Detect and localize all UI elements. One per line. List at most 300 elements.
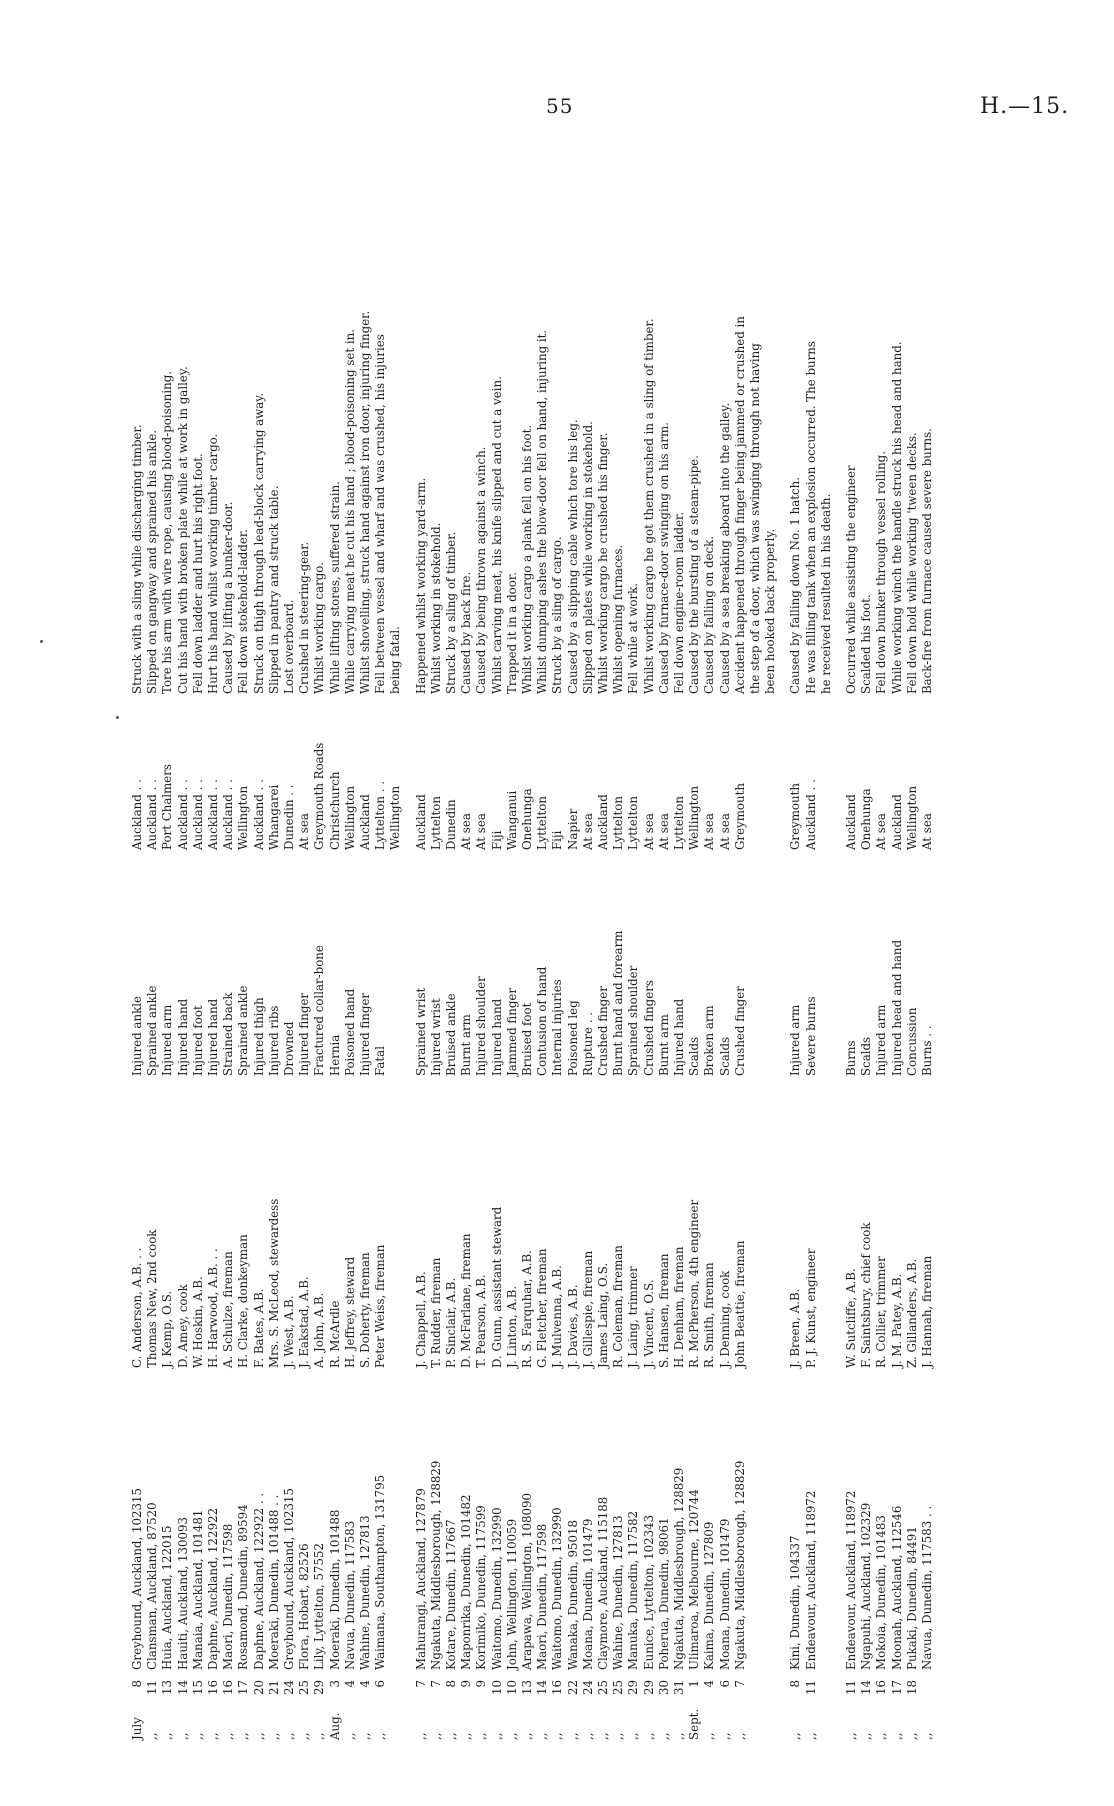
row-injury: Hernia <box>327 1034 342 1076</box>
row-name-rating: J. Kemp, O.S. <box>160 1290 175 1368</box>
table-row <box>360 80 374 1740</box>
row-cause: Caused by falling on deck. <box>702 535 717 694</box>
row-day: 6 <box>717 1680 732 1688</box>
row-month: ,, <box>489 1732 504 1740</box>
row-cause: Whilst working in stokehold. <box>428 522 443 694</box>
row-vessel: Rosamond, Dunedin, 89594 <box>236 1504 251 1670</box>
row-port: At sea <box>580 813 595 850</box>
table-row <box>674 80 688 1740</box>
row-cause: Caused by falling down No. 1 hatch. <box>788 477 803 694</box>
row-vessel: Huia, Auckland, 122015 <box>160 1525 175 1670</box>
row-port: At sea <box>459 813 474 850</box>
row-day: 10 <box>489 1680 504 1696</box>
row-vessel: Ngakuta, Middlesborough, 128829 <box>428 1460 443 1670</box>
row-day: 3 <box>327 1680 342 1688</box>
row-vessel: Navua, Dunedin, 117583 . . <box>920 1505 934 1670</box>
table-row <box>641 80 658 1740</box>
row-name-rating: R. Coleman, fireman <box>611 1245 626 1368</box>
row-vessel: Moonah, Auckland, 112546 <box>889 1505 904 1670</box>
table-row <box>765 80 779 1740</box>
row-day: 10 <box>504 1680 519 1696</box>
row-vessel: Waitomo, Dunedin, 132990 <box>489 1507 504 1670</box>
row-injury: Crushed finger <box>596 986 610 1076</box>
row-day: 18 <box>904 1680 919 1696</box>
row-port: Greymouth <box>788 783 803 850</box>
row-vessel: Mokoia, Dunedin, 101483 <box>874 1515 889 1670</box>
row-injury: Injured thigh <box>251 997 266 1076</box>
row-port: Onehunga <box>859 788 874 850</box>
table-row <box>238 80 252 1740</box>
row-injury: Crushed fingers <box>641 980 656 1076</box>
table-row <box>598 80 612 1740</box>
row-injury: Bruised foot <box>520 1002 534 1076</box>
row-vessel: Arapawa, Wellington, 108090 <box>520 1493 534 1670</box>
table-row <box>504 80 521 1740</box>
row-cause: Fell while at work. <box>626 582 641 694</box>
row-month: ,, <box>221 1732 236 1740</box>
row-injury: Poisoned leg <box>565 1000 580 1076</box>
table-row <box>580 80 597 1740</box>
row-vessel: Mahurangi, Auckland, 127879 <box>413 1488 428 1670</box>
row-name-rating: J. Davies, A.B. <box>565 1284 580 1368</box>
row-injury: Sprained wrist <box>413 987 428 1076</box>
row-cause: been hooked back properly. <box>763 528 778 694</box>
row-injury: Injured wrist <box>428 998 443 1076</box>
row-vessel: Greyhound, Auckland, 102315 <box>282 1487 296 1670</box>
row-name-rating: A. Schulze, fireman <box>221 1251 236 1368</box>
row-vessel: Pukaki, Dunedin, 84491 <box>904 1526 919 1670</box>
row-name-rating: J. Breen, A.B. <box>788 1288 803 1368</box>
table-row <box>922 80 936 1740</box>
row-vessel: Flora, Hobart, 82526 <box>297 1543 312 1670</box>
table-row <box>461 80 475 1740</box>
row-cause: Scalded his foot. <box>859 594 874 694</box>
row-name-rating: J. Mulvenna, A.B. <box>550 1265 565 1368</box>
row-port: Auckland . . <box>221 779 236 850</box>
row-month: ,, <box>373 1732 388 1740</box>
table-row <box>284 80 298 1740</box>
row-cause: Crushed in steering-gear. <box>297 541 312 694</box>
row-month: ,, <box>145 1732 160 1740</box>
row-vessel: Ngapuhi, Auckland, 102329 <box>859 1502 874 1670</box>
row-day: 25 <box>611 1680 626 1696</box>
row-injury: Scalds <box>859 1036 874 1076</box>
row-day: 30 <box>656 1680 671 1696</box>
row-injury: Scalds <box>687 1036 702 1076</box>
row-month: ,, <box>297 1732 312 1740</box>
row-injury: Poisoned hand <box>342 988 357 1076</box>
row-day: 20 <box>251 1680 266 1696</box>
row-day: 21 <box>266 1680 281 1696</box>
table-row <box>689 80 703 1740</box>
row-injury: Injured shoulder <box>474 976 489 1076</box>
row-vessel: Ulimaroa, Melbourne, 120744 <box>687 1489 702 1670</box>
table-row <box>132 80 146 1740</box>
row-port: Auckland . . <box>145 779 160 850</box>
table-row <box>717 80 734 1740</box>
table-row <box>732 80 749 1740</box>
row-day: 9 <box>459 1680 474 1688</box>
table-row <box>861 80 875 1740</box>
row-month: ,, <box>444 1732 458 1740</box>
row-cause: Caused by the bursting of a steam-pipe. <box>687 455 702 694</box>
row-injury: Burnt arm <box>656 1014 671 1076</box>
row-name-rating: D. Gunn, assistant steward <box>489 1206 504 1368</box>
row-port: Wanganui <box>504 790 519 850</box>
row-cause: Caused by back fire. <box>459 571 474 694</box>
row-port: Wellington <box>687 785 702 850</box>
row-month: Aug. <box>327 1712 342 1740</box>
row-cause: Struck by a sling of cargo. <box>550 536 565 694</box>
row-cause: Fell down engine-room ladder. <box>672 511 686 694</box>
row-cause: Slipped in pantry and struck table. <box>266 485 281 694</box>
row-month: ,, <box>596 1732 610 1740</box>
row-injury: Broken arm <box>702 1005 717 1076</box>
row-injury: Jammed finger <box>504 987 519 1076</box>
row-injury: Contusion of hand <box>535 966 550 1076</box>
table-row <box>299 80 313 1740</box>
row-month: ,, <box>904 1732 919 1740</box>
row-injury: Injured finger <box>297 992 312 1076</box>
row-vessel: Greyhound, Auckland, 102315 <box>130 1487 144 1670</box>
row-month: ,, <box>788 1732 803 1740</box>
row-cause: Whilst shovelling, struck hand against iron door, injuring finger. <box>358 310 372 694</box>
row-port: Auckland <box>844 794 858 850</box>
row-name-rating: P. Sinclair, A.B. <box>444 1277 458 1368</box>
print-speck <box>116 716 119 719</box>
row-month: ,, <box>160 1732 175 1740</box>
row-injury: Injured ankle <box>130 996 144 1076</box>
row-name-rating: J. Eakstad, A.B. <box>297 1276 312 1368</box>
row-port: Napier <box>565 808 580 850</box>
row-month: ,, <box>504 1732 519 1740</box>
row-name-rating: R. McArdle <box>327 1300 342 1368</box>
row-vessel: Waimana, Southampton, 131795 <box>373 1474 388 1670</box>
row-cause: Whilst working cargo. <box>312 562 327 694</box>
row-injury: Internal injuries <box>550 979 565 1076</box>
row-vessel: Navua, Dunedin, 117583 <box>342 1520 357 1670</box>
row-injury: Burns . . <box>920 1025 934 1076</box>
print-speck <box>40 640 43 643</box>
row-injury: Sprained shoulder <box>626 965 641 1076</box>
row-port: Auckland . . <box>251 779 266 850</box>
row-cause: Hurt his hand whilst working timber cargo. <box>206 433 220 694</box>
row-name-rating: James Laing, O.S. <box>596 1262 610 1368</box>
row-injury: Severe burns <box>803 996 818 1076</box>
row-cause: Fell between vessel and wharf and was crushed, his injuries <box>373 334 388 694</box>
row-name-rating: T. Rudder, fireman <box>428 1257 443 1368</box>
row-injury: Crushed finger <box>732 986 747 1076</box>
row-day: 16 <box>221 1680 236 1696</box>
row-name-rating: J. Chappell, A.B. <box>413 1271 428 1368</box>
row-month: ,, <box>626 1732 641 1740</box>
row-day: 29 <box>641 1680 656 1696</box>
row-port: At sea <box>874 813 889 850</box>
row-port: Auckland . . <box>190 779 205 850</box>
row-vessel: Korimiko, Dunedin, 117599 <box>474 1505 489 1670</box>
row-port: Lyttelton <box>626 796 641 850</box>
table-row <box>489 80 506 1740</box>
row-cause: Happened whilst working yard-arm. <box>413 477 428 694</box>
row-port: Fiji <box>489 830 504 850</box>
row-name-rating: R. S. Farquhar, A.B. <box>520 1250 534 1368</box>
row-name-rating: A. John, A.B. <box>312 1292 327 1368</box>
row-injury: Injured head and hand <box>889 939 904 1076</box>
row-day: 8 <box>444 1680 458 1688</box>
table-row <box>613 80 627 1740</box>
row-month: ,, <box>520 1732 534 1740</box>
row-day: 16 <box>206 1680 220 1696</box>
row-vessel: Moana, Dunedin, 101479 <box>580 1518 595 1670</box>
row-cause: Tore his arm with wire rope, causing blood-poisoning. <box>160 370 175 694</box>
table-row <box>375 80 389 1740</box>
page-number: 55 <box>546 94 574 118</box>
row-name-rating: J. M. Patey, A.B. <box>889 1273 904 1368</box>
row-vessel: Hauiti, Auckland, 130093 <box>175 1516 190 1670</box>
row-month: ,, <box>641 1732 656 1740</box>
row-injury: Sprained ankle <box>145 985 160 1076</box>
row-vessel: Clansman, Auckland, 87520 <box>145 1502 160 1670</box>
row-cause: Struck by a sling of timber. <box>444 531 458 694</box>
row-injury: Injured hand <box>489 998 504 1076</box>
row-day: 11 <box>844 1680 858 1696</box>
row-injury: Injured ribs <box>266 1005 281 1076</box>
row-name-rating: F. Saintsbury, chief cook <box>859 1222 874 1368</box>
row-injury: Injured foot <box>190 1005 205 1076</box>
row-day: 13 <box>160 1680 175 1696</box>
row-vessel: Endeavour, Auckland, 118972 <box>844 1490 858 1670</box>
row-port: Auckland <box>889 794 904 850</box>
row-day: 16 <box>874 1680 889 1696</box>
row-port: At sea <box>474 813 489 850</box>
row-vessel: Endeavour, Auckland, 118972 <box>803 1490 818 1670</box>
row-vessel: Poherua, Dunedin, 98061 <box>656 1517 671 1670</box>
row-port: Auckland . . <box>130 779 144 850</box>
row-name-rating: John Beattie, fireman <box>732 1240 747 1368</box>
row-name-rating: J. Hannah, fireman <box>920 1255 934 1368</box>
row-port: At sea <box>717 813 732 850</box>
row-name-rating: H. Harwood, A.B. . . <box>206 1248 220 1368</box>
row-cause: he received resulted in his death. <box>818 493 833 694</box>
table-row <box>537 80 551 1740</box>
row-name-rating: P. J. Kunst, engineer <box>803 1248 818 1368</box>
row-port: Wellington <box>904 785 919 850</box>
row-month: ,, <box>656 1732 671 1740</box>
table-row <box>327 80 344 1740</box>
row-vessel: Maori, Dunedin, 117598 <box>535 1523 550 1670</box>
accident-table <box>132 80 1012 1740</box>
row-month: ,, <box>889 1732 904 1740</box>
table-row <box>704 80 718 1740</box>
row-injury: Injured hand <box>206 998 220 1076</box>
row-day: 13 <box>520 1680 534 1696</box>
row-port: At sea <box>702 813 717 850</box>
row-cause: Fell down hold while working 'tween decks. <box>904 432 919 694</box>
row-cause: Caused by furnace-door swinging on his arm. <box>656 422 671 694</box>
row-cause: Caused by a slipping cable which tore his leg. <box>565 419 580 694</box>
row-vessel: Manuka, Dunedin, 117582 <box>626 1510 641 1670</box>
table-row <box>790 80 804 1740</box>
row-day: 14 <box>535 1680 550 1696</box>
row-month: ,, <box>732 1732 747 1740</box>
table-row <box>565 80 582 1740</box>
row-port: Dunedin . . <box>282 784 296 850</box>
row-vessel: Wahine, Dunedin, 127813 <box>611 1515 626 1670</box>
row-vessel: Waitomo, Dunedin, 132990 <box>550 1507 565 1670</box>
table-row <box>818 80 835 1740</box>
row-name-rating: J. Linton, A.B. <box>504 1285 519 1368</box>
row-injury: Fatal <box>373 1046 388 1076</box>
row-vessel: Kaima, Dunedin, 127809 <box>702 1521 717 1670</box>
row-name-rating: S. Doherty, fireman <box>358 1252 372 1368</box>
row-name-rating: H. Denham, fireman <box>672 1246 686 1368</box>
row-name-rating: Z. Gillanders, A.B. <box>904 1258 919 1368</box>
table-row <box>190 80 207 1740</box>
row-name-rating: Mrs. S. McLeod, stewardess <box>266 1198 281 1368</box>
row-month: ,, <box>920 1732 934 1740</box>
row-injury: Injured arm <box>788 1004 803 1076</box>
row-name-rating: C. Anderson, A.B. . . <box>130 1247 144 1368</box>
row-month: ,, <box>803 1732 818 1740</box>
row-cause: Fell down bunker through vessel rolling. <box>874 451 889 694</box>
row-day: 4 <box>702 1680 717 1688</box>
table-row <box>162 80 176 1740</box>
row-day: 14 <box>175 1680 190 1696</box>
row-cause: He was filling tank when an explosion occurred. The burns <box>803 341 818 694</box>
row-name-rating: D. McFarlane, fireman <box>459 1233 474 1368</box>
table-row <box>314 80 328 1740</box>
row-vessel: Kini, Dunedin, 104337 <box>788 1535 803 1670</box>
row-name-rating: F. Bates, A.B. <box>251 1288 266 1368</box>
row-injury: Sprained ankle <box>236 985 251 1076</box>
row-injury: Burns <box>844 1040 858 1076</box>
row-vessel: Kotare, Dunedin, 117667 <box>444 1519 458 1670</box>
row-cause: Struck with a sling while discharging timber. <box>130 424 144 694</box>
row-port: At sea <box>920 813 934 850</box>
row-cause: Slipped on gangway and sprained his ankle. <box>145 429 160 694</box>
row-cause: Cut his hand with broken plate while at work in galley. <box>175 366 190 694</box>
row-cause: Fell down stokehold-ladder. <box>236 529 251 694</box>
row-month: ,, <box>717 1732 732 1740</box>
row-month: ,, <box>702 1732 717 1740</box>
row-day: 14 <box>859 1680 874 1696</box>
table-row <box>476 80 490 1740</box>
row-day: 17 <box>889 1680 904 1696</box>
row-day: 29 <box>626 1680 641 1696</box>
row-name-rating: H. Jeffrey, steward <box>342 1256 357 1368</box>
row-cause: Back-fire from furnace caused severe burns. <box>920 428 934 694</box>
row-name-rating: R. Collier, trimmer <box>874 1256 889 1368</box>
row-injury: Injured hand <box>672 998 686 1076</box>
row-month: ,, <box>312 1732 327 1740</box>
row-name-rating: R. Smith, fireman <box>702 1262 717 1368</box>
row-day: 22 <box>565 1680 580 1696</box>
table-row <box>803 80 820 1740</box>
row-cause: Caused by lifting a bunker-door. <box>221 501 236 694</box>
row-vessel: Eunice, Lyttelton, 102343 <box>641 1514 656 1670</box>
row-cause: Struck on thigh through lead-block carrying away. <box>251 392 266 694</box>
row-month: July <box>130 1717 144 1740</box>
row-vessel: John, Wellington, 110059 <box>504 1518 519 1670</box>
row-cause: Caused by a sea breaking aboard into the galley. <box>717 402 732 694</box>
row-month: ,, <box>358 1732 372 1740</box>
row-month: ,, <box>672 1732 686 1740</box>
row-month: ,, <box>611 1732 626 1740</box>
row-day: 8 <box>130 1680 144 1688</box>
table-row <box>266 80 283 1740</box>
row-month: ,, <box>413 1732 428 1740</box>
row-month: ,, <box>175 1732 190 1740</box>
row-port: Christchurch <box>327 771 342 850</box>
row-cause: Whilst dumping ashes the blow-door fell on hand, injuring it. <box>535 329 550 694</box>
row-injury: Drowned <box>282 1021 296 1076</box>
row-vessel: Ngakuta, Middlesborough, 128829 <box>732 1460 747 1670</box>
row-port: Greymouth Roads <box>312 742 327 850</box>
row-vessel: Maponrika, Dunedin, 101482 <box>459 1494 474 1670</box>
table-row <box>846 80 860 1740</box>
row-name-rating: G. Fletcher, fireman <box>535 1248 550 1368</box>
row-cause: Whilst working cargo a plank fell on his foot. <box>520 424 534 694</box>
row-vessel: Moana, Dunedin, 101479 <box>717 1518 732 1670</box>
row-injury: Injured finger <box>358 992 372 1076</box>
row-day: 7 <box>732 1680 747 1688</box>
row-vessel: Moeraki, Dunedin, 101488 . . <box>266 1494 281 1670</box>
row-port: Lyttelton <box>672 796 686 850</box>
row-port: Wellington <box>342 785 357 850</box>
row-cause: Occurred while assisting the engineer <box>844 465 858 694</box>
table-row <box>251 80 268 1740</box>
row-name-rating: S. Hansen, fireman <box>656 1253 671 1368</box>
row-day: 24 <box>580 1680 595 1696</box>
row-injury: Injured arm <box>160 1004 175 1076</box>
row-day: 6 <box>373 1680 388 1688</box>
row-port: Lyttelton <box>535 796 550 850</box>
row-day: 7 <box>428 1680 443 1688</box>
table-row <box>522 80 536 1740</box>
document-reference: H.—15. <box>980 94 1070 119</box>
row-day: 15 <box>190 1680 205 1696</box>
row-injury: Burnt hand and forearm <box>611 930 626 1076</box>
row-day: 11 <box>803 1680 818 1696</box>
table-row <box>390 80 404 1740</box>
row-name-rating: J. Vincent, O.S. <box>641 1279 656 1368</box>
row-cause: Whilst working cargo he got them crushed in a sling of timber. <box>641 318 656 694</box>
row-name-rating: Thomas New, 2nd cook <box>145 1229 160 1368</box>
row-port: At sea <box>297 813 312 850</box>
row-month: Sept. <box>687 1708 702 1740</box>
row-port: Auckland <box>596 794 610 850</box>
row-port: Port Chalmers <box>160 764 175 850</box>
row-month: ,, <box>190 1732 205 1740</box>
row-month: ,, <box>844 1732 858 1740</box>
row-cause: Whilst working cargo he crushed his finger. <box>596 432 610 694</box>
row-cause: While carrying meat he cut his hand ; blood-poisoning set in. <box>342 329 357 694</box>
row-port: Auckland <box>413 794 428 850</box>
row-day: 11 <box>145 1680 160 1696</box>
row-cause: Lost overboard. <box>282 599 296 694</box>
row-day: 31 <box>672 1680 686 1696</box>
row-day: 25 <box>596 1680 610 1696</box>
row-port: Lyttelton . . <box>373 781 388 850</box>
row-vessel: Daphne, Auckland, 122922 <box>206 1507 220 1670</box>
row-month: ,, <box>342 1732 357 1740</box>
row-port: Lyttelton <box>611 796 626 850</box>
row-name-rating: D. Amey, cook <box>175 1284 190 1368</box>
row-cause: Accident happened through finger being jammed or crushed in <box>732 316 747 694</box>
row-month: ,, <box>874 1732 889 1740</box>
row-vessel: Wahine, Dunedin, 127813 <box>358 1515 372 1670</box>
row-month: ,, <box>565 1732 580 1740</box>
